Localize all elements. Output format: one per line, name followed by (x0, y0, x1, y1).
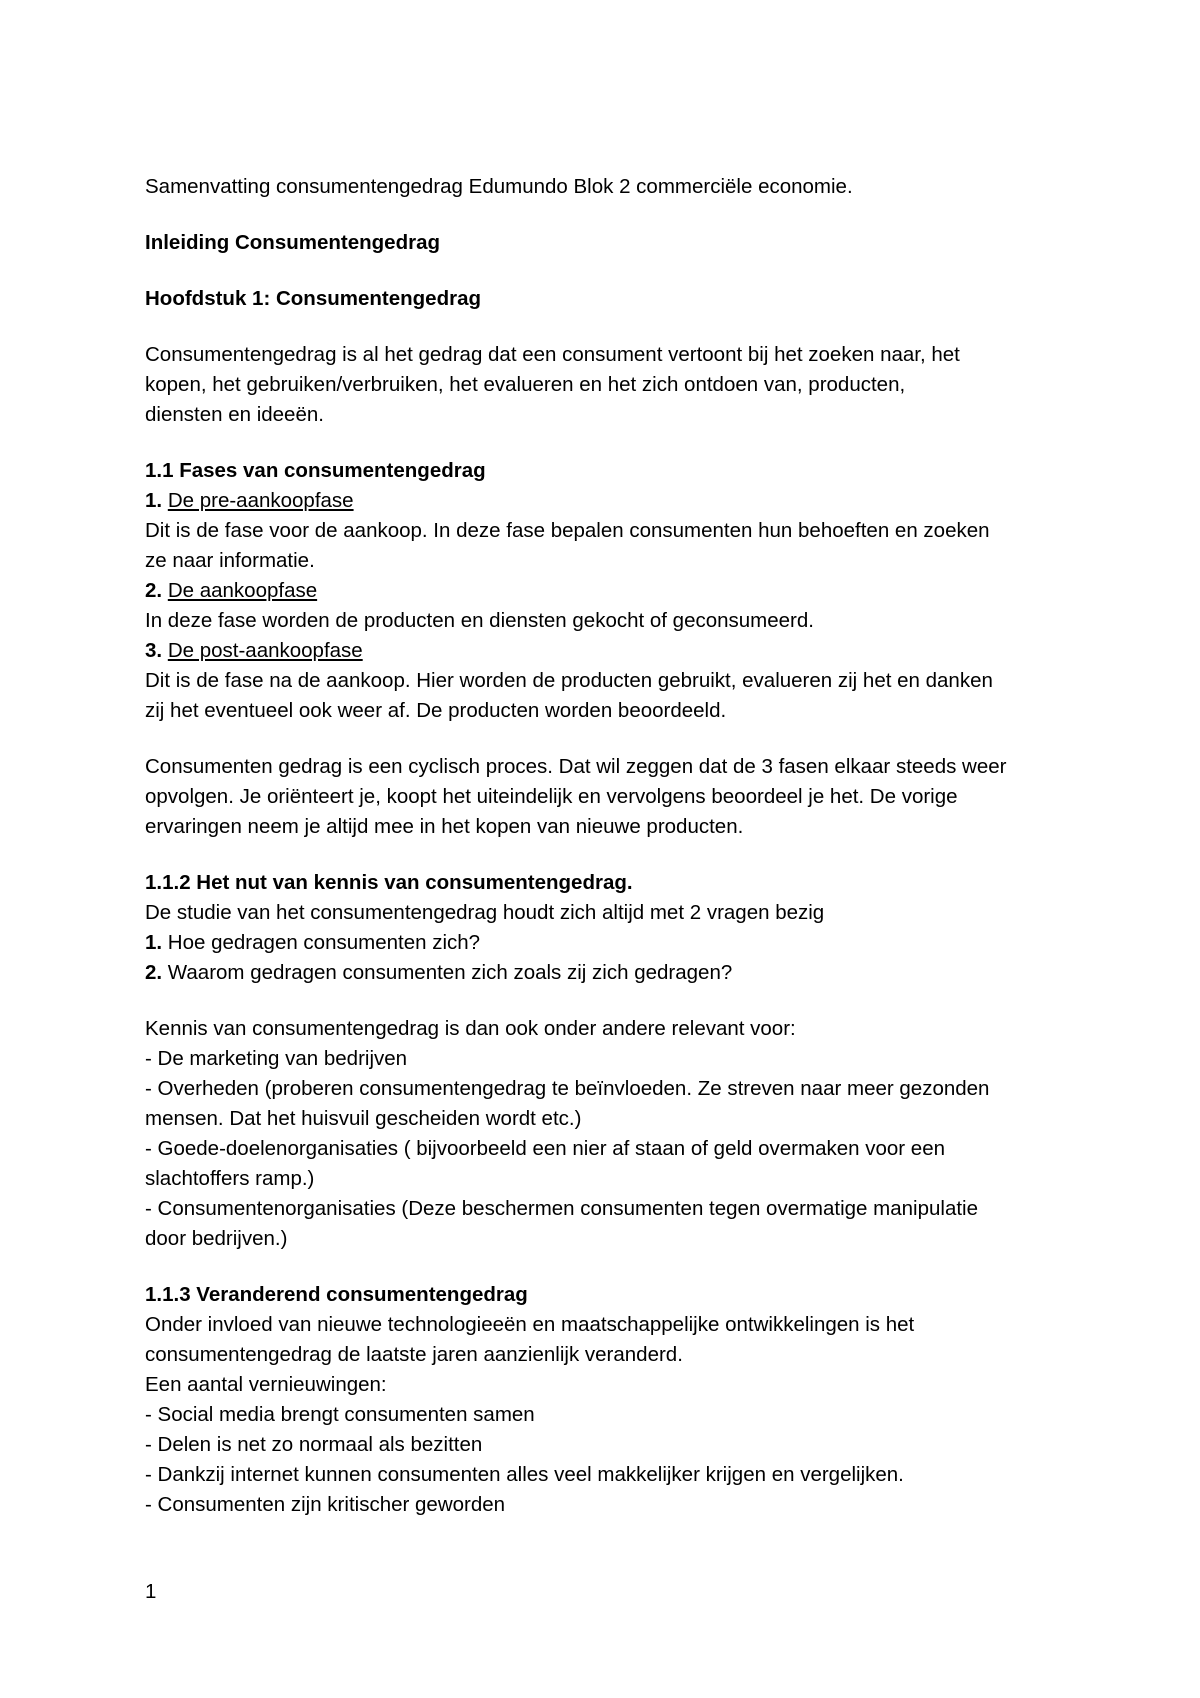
list-item: - Overheden (proberen consumentengedrag te beïnvloeden. Ze streven naar meer gezonden (145, 1077, 990, 1100)
list-item: - Dankzij internet kunnen consumenten alles veel makkelijker krijgen en vergelijken. (145, 1463, 904, 1486)
phase-3-title: De post-aankoopfase (167, 639, 363, 662)
cycle-line: ervaringen neem je altijd mee in het kopen van nieuwe producten. (145, 815, 744, 838)
cycle-paragraph (145, 752, 1085, 842)
definition-line: kopen, het gebruiken/verbruiken, het evalueren en het zich ontdoen van, producten, (145, 373, 906, 396)
chapter-heading: Hoofdstuk 1: Consumentengedrag (145, 287, 481, 310)
phase-3-number: 3. (145, 639, 163, 662)
question-2 (145, 958, 1085, 988)
list-item: door bedrijven.) (145, 1227, 288, 1250)
phase-1-line: Dit is de fase voor de aankoop. In deze fase bepalen consumenten hun behoeften en zoeken (145, 519, 990, 542)
phase-1-title: De pre-aankoopfase (167, 489, 354, 512)
list-item: mensen. Dat het huisvuil gescheiden wordt etc.) (145, 1107, 582, 1130)
question-1-text: Hoe gedragen consumenten zich? (162, 931, 481, 954)
document-body (145, 172, 1085, 1520)
definition-paragraph (145, 340, 1085, 430)
definition-line: diensten en ideeën. (145, 403, 324, 426)
text-line: consumentengedrag de laatste jaren aanzienlijk veranderd. (145, 1343, 683, 1366)
phase-3-heading (145, 636, 1085, 666)
phase-1-line: ze naar informatie. (145, 549, 315, 572)
phase-2-heading (145, 576, 1085, 606)
list-item: - Consumenten zijn kritischer geworden (145, 1493, 506, 1516)
question-1-number: 1. (145, 931, 163, 954)
phase-1-heading (145, 486, 1085, 516)
page-number: 1 (145, 1580, 157, 1603)
section-1-1-2-heading: 1.1.2 Het nut van kennis van consumentengedrag. (145, 871, 633, 894)
changing-behaviour-text (145, 1310, 1085, 1520)
phase-2-number: 2. (145, 579, 163, 602)
text-line: Een aantal vernieuwingen: (145, 1373, 387, 1396)
question-2-text: Waarom gedragen consumenten zich zoals zij zich gedragen? (162, 961, 733, 984)
cycle-line: opvolgen. Je oriënteert je, koopt het uiteindelijk en vervolgens beoordeel je het. De vorige (145, 785, 958, 808)
relevance-intro: Kennis van consumentengedrag is dan ook onder andere relevant voor: (145, 1017, 796, 1040)
phase-1-number: 1. (145, 489, 163, 512)
relevance-list (145, 1044, 1085, 1254)
phase-2-title: De aankoopfase (167, 579, 318, 602)
question-1 (145, 928, 1085, 958)
definition-line: Consumentengedrag is al het gedrag dat een consument vertoont bij het zoeken naar, het (145, 343, 960, 366)
document-title: Samenvatting consumentengedrag Edumundo Blok 2 commerciële economie. (145, 175, 853, 198)
cycle-line: Consumenten gedrag is een cyclisch proces. Dat wil zeggen dat de 3 fasen elkaar steeds weer (145, 755, 1007, 778)
section-1-1-heading: 1.1 Fases van consumentengedrag (145, 459, 486, 482)
phase-3-line: Dit is de fase na de aankoop. Hier worden de producten gebruikt, evalueren zij het en danken (145, 669, 993, 692)
question-2-number: 2. (145, 961, 163, 984)
study-intro: De studie van het consumentengedrag houdt zich altijd met 2 vragen bezig (145, 901, 825, 924)
text-line: Onder invloed van nieuwe technologieeën en maatschappelijke ontwikkelingen is het (145, 1313, 915, 1336)
list-item: - Social media brengt consumenten samen (145, 1403, 535, 1426)
section-1-1-3-heading: 1.1.3 Veranderend consumentengedrag (145, 1283, 528, 1306)
list-item: - Delen is net zo normaal als bezitten (145, 1433, 483, 1456)
phase-3-line: zij het eventueel ook weer af. De producten worden beoordeeld. (145, 699, 727, 722)
intro-heading: Inleiding Consumentengedrag (145, 231, 440, 254)
list-item: - Consumentenorganisaties (Deze beschermen consumenten tegen overmatige manipulatie (145, 1197, 978, 1220)
list-item: - De marketing van bedrijven (145, 1047, 408, 1070)
list-item: - Goede-doelenorganisaties ( bijvoorbeeld een nier af staan of geld overmaken voor een (145, 1137, 946, 1160)
list-item: slachtoffers ramp.) (145, 1167, 315, 1190)
phase-2-line: In deze fase worden de producten en diensten gekocht of geconsumeerd. (145, 609, 814, 632)
